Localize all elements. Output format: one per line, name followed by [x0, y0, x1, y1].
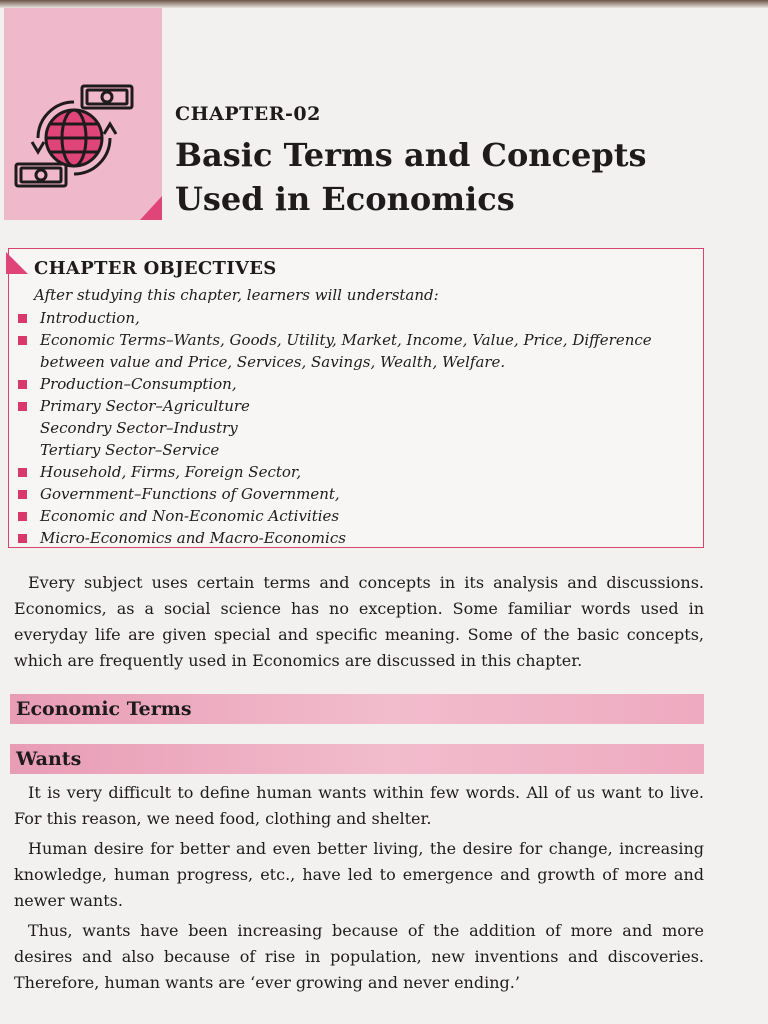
square-bullet-icon [18, 314, 27, 323]
objective-item [18, 417, 698, 439]
section-band-economic-terms [10, 694, 704, 724]
objective-text: Economic and Non-Economic Activities [40, 507, 340, 525]
objective-text: Household, Firms, Foreign Sector, [40, 463, 302, 481]
chapter-title-line-2: Used in Economics [175, 180, 515, 218]
square-bullet-icon [18, 336, 27, 345]
square-bullet-icon [18, 380, 27, 389]
objective-item [18, 483, 698, 505]
objective-item [18, 329, 698, 373]
square-bullet-icon [18, 512, 27, 521]
objective-text: Primary Sector–Agriculture [40, 397, 250, 415]
wants-paragraph-2: Human desire for better and even better living, the desire for change, increasing knowledge, human progress, etc., have led to emergence and growth of more and newer wants. [14, 839, 704, 910]
objective-item [18, 461, 698, 483]
objective-item [18, 527, 698, 549]
chapter-title [175, 133, 647, 221]
globe-money-exchange-icon [12, 82, 140, 194]
objective-text: Introduction, [40, 309, 140, 327]
objective-item [18, 373, 698, 395]
intro-paragraph: Every subject uses certain terms and concepts in its analysis and discussions. Economics, as a social science has no exception. Some familiar words used in everyday life are given special and specific meaning. Some of the basic concepts, which are frequently used in Economics are discussed in this chapter. [14, 573, 704, 670]
section-band-wants [10, 744, 704, 774]
square-bullet-icon [18, 490, 27, 499]
objectives-list [18, 307, 698, 549]
objective-item [18, 505, 698, 527]
objectives-heading: CHAPTER OBJECTIVES [34, 258, 277, 279]
wants-paragraph-3: Thus, wants have been increasing because of the addition of more and more desires and also because of rise in population, new inventions and discoveries. Therefore, human wants are ‘ever growing and never ending.’ [14, 921, 704, 992]
objective-item [18, 395, 698, 417]
header-fold-corner [140, 196, 162, 220]
objective-text: Government–Functions of Government, [40, 485, 340, 503]
objectives-corner-tag [6, 252, 28, 274]
section-heading-economic-terms: Economic Terms [16, 698, 192, 720]
objective-text: Production–Consumption, [40, 375, 237, 393]
objective-item [18, 439, 698, 461]
objective-text: Micro-Economics and Macro-Economics [40, 529, 346, 547]
objective-text: Economic Terms–Wants, Goods, Utility, Market, Income, Value, Price, Difference between value and Price, Services, Savings, Wealth, Welfare. [40, 331, 652, 371]
page-top-edge [0, 0, 768, 8]
objective-item [18, 307, 698, 329]
square-bullet-icon [18, 402, 27, 411]
objectives-intro: After studying this chapter, learners will understand: [34, 286, 439, 304]
chapter-number: CHAPTER-02 [175, 103, 321, 125]
chapter-title-line-1: Basic Terms and Concepts [175, 136, 647, 174]
square-bullet-icon [18, 534, 27, 543]
square-bullet-icon [18, 468, 27, 477]
objective-text: Tertiary Sector–Service [40, 441, 220, 459]
wants-paragraph-1: It is very difficult to define human wants within few words. All of us want to live. For this reason, we need food, clothing and shelter. [14, 783, 704, 828]
section-heading-wants: Wants [16, 748, 82, 770]
objective-text: Secondry Sector–Industry [40, 419, 238, 437]
